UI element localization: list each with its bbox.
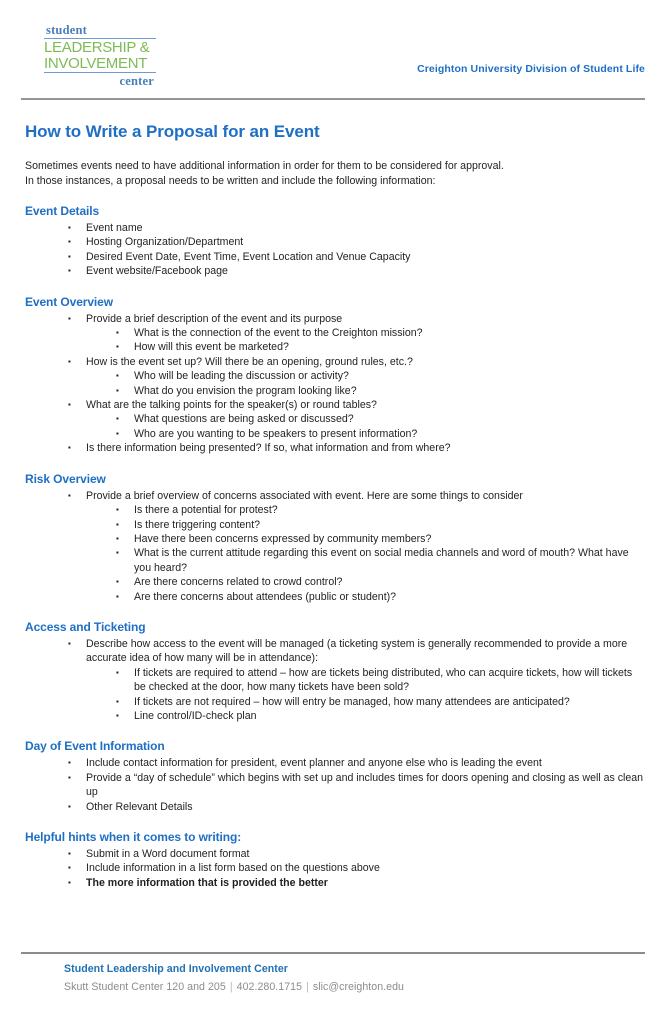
sub-list-item-text: If tickets are not required – how will entry be managed, how many attendees are anticipated? [134, 695, 570, 708]
sub-list-item-text: If tickets are required to attend – how are tickets being distributed, who can acquire tickets, how will tickets be checked at the door, how many tickets have been sold? [134, 666, 633, 694]
list-item-text: Desired Event Date, Event Time, Event Location and Venue Capacity [86, 250, 411, 263]
sub-list-item [116, 326, 645, 340]
intro-line-1: Sometimes events need to have additional information in order for them to be considered for approval. [25, 160, 504, 172]
bullet-icon: ▪ [68, 313, 71, 323]
bullet-icon: ▪ [116, 385, 119, 395]
sub-list-item [116, 695, 645, 709]
sub-list-item-text: Line control/ID-check plan [134, 709, 257, 722]
list-item [68, 355, 645, 369]
sub-list-item [116, 518, 645, 532]
bullet-icon: ▪ [116, 371, 119, 381]
bullet-icon: ▪ [116, 548, 119, 558]
list-item-text: Submit in a Word document format [86, 848, 250, 860]
bullet-list-level-1 [21, 221, 645, 279]
bullet-icon: ▪ [116, 414, 119, 424]
bullet-icon: ▪ [68, 443, 71, 453]
section-heading: Event Overview [25, 294, 113, 309]
header-divider-rule [21, 98, 645, 100]
bullet-icon: ▪ [68, 772, 71, 782]
bullet-icon: ▪ [116, 519, 119, 529]
section [21, 830, 645, 890]
slic-logo [44, 24, 156, 88]
list-item-text: Describe how access to the event will be managed (a ticketing system is generally recommended to provide a more accurate idea of how many will be in attendance): [86, 637, 628, 665]
header-division-label: Creighton University Division of Student Life [417, 63, 645, 75]
list-item-text: What are the talking points for the speaker(s) or round tables? [86, 399, 377, 412]
section [21, 295, 645, 456]
sub-list-item-text: What do you envision the program looking like? [134, 384, 357, 397]
logo-divider-bottom [44, 72, 156, 73]
sub-list-item [116, 427, 645, 441]
sub-list-item [116, 503, 645, 517]
bullet-icon: ▪ [68, 400, 71, 410]
logo-text-center: center [119, 74, 154, 88]
sub-list-item-text: Is there a potential for protest? [134, 504, 278, 517]
bullet-icon: ▪ [116, 342, 119, 352]
bullet-icon: ▪ [116, 667, 119, 677]
list-item [68, 861, 645, 875]
bullet-icon: ▪ [68, 251, 71, 261]
sublist-wrapper [68, 666, 645, 724]
intro-paragraph [25, 159, 645, 188]
sub-list-item-text: What is the connection of the event to the Creighton mission? [134, 327, 423, 340]
bullet-list-level-1 [21, 312, 645, 456]
sub-list-item [116, 575, 645, 589]
section-heading: Access and Ticketing [25, 619, 146, 634]
list-item [68, 756, 645, 770]
bullet-icon: ▪ [116, 505, 119, 515]
bullet-icon: ▪ [68, 877, 71, 887]
bullet-icon: ▪ [68, 758, 71, 768]
bullet-icon: ▪ [68, 849, 71, 858]
bullet-icon: ▪ [116, 533, 119, 543]
list-item-text: Provide a brief description of the event and its purpose [86, 312, 343, 325]
bullet-icon: ▪ [116, 577, 119, 587]
bullet-icon: ▪ [68, 356, 71, 366]
logo-text-leadership: LEADERSHIP & [44, 39, 150, 56]
section-heading: Helpful hints when it comes to writing: [25, 830, 242, 844]
sublist-wrapper [68, 503, 645, 604]
sublist-wrapper [68, 326, 645, 355]
list-item [68, 847, 645, 861]
list-item-text: Include contact information for president, event planner and anyone else who is leading the event [86, 757, 542, 770]
sub-list-item-text: Have there been concerns expressed by community members? [134, 532, 432, 545]
bullet-icon: ▪ [68, 801, 71, 811]
sub-list-item [116, 340, 645, 354]
section-heading: Risk Overview [25, 471, 106, 486]
list-item-text: How is the event set up? Will there be an opening, ground rules, etc.? [86, 355, 413, 368]
list-item [68, 221, 645, 235]
bullet-icon: ▪ [68, 223, 71, 232]
list-item [68, 489, 645, 503]
footer-separator-2: | [306, 981, 309, 993]
footer-address: Skutt Student Center 120 and 205 [64, 981, 226, 993]
section [21, 204, 645, 279]
list-item-text: The more information that is provided the better [86, 876, 328, 889]
sub-list-item-text: What questions are being asked or discussed? [134, 413, 354, 426]
list-item-text: Hosting Organization/Department [86, 236, 244, 249]
section [21, 739, 645, 814]
list-item [68, 398, 645, 412]
bullet-list-level-2 [68, 666, 645, 724]
bullet-icon: ▪ [68, 638, 71, 648]
sub-list-item-text: Who are you wanting to be speakers to present information? [134, 427, 418, 440]
bullet-list-level-1 [21, 489, 645, 604]
sub-list-item-text: Are there concerns about attendees (public or student)? [134, 590, 397, 603]
bullet-list-level-2 [68, 369, 645, 398]
sub-list-item [116, 369, 645, 383]
document-body [0, 112, 666, 890]
page-footer [64, 961, 404, 995]
list-item [68, 312, 645, 326]
sub-list-item [116, 709, 645, 723]
bullet-list-level-1 [21, 847, 645, 890]
bullet-icon: ▪ [68, 237, 71, 247]
footer-org-name: Student Leadership and Involvement Center [64, 963, 288, 975]
bullet-icon: ▪ [116, 710, 119, 720]
section [21, 472, 645, 604]
bullet-list-level-1 [21, 756, 645, 814]
sub-list-item-text: How will this event be marketed? [134, 341, 289, 354]
sublist-wrapper [68, 369, 645, 398]
footer-phone[interactable]: 402.280.1715 [236, 981, 303, 993]
bullet-list-level-2 [68, 503, 645, 604]
list-item-text: Other Relevant Details [86, 800, 193, 813]
list-item [68, 637, 645, 666]
section-heading: Day of Event Information [25, 739, 165, 754]
logo-text-involvement: INVOLVEMENT [44, 54, 148, 72]
list-item [68, 771, 645, 800]
list-item [68, 441, 645, 455]
section-heading: Event Details [25, 204, 100, 218]
sub-list-item [116, 666, 645, 695]
bullet-icon: ▪ [116, 591, 119, 601]
list-item-text: Is there information being presented? If so, what information and from where? [86, 442, 451, 455]
footer-divider-rule [21, 952, 645, 954]
sections-container [21, 204, 645, 890]
bullet-icon: ▪ [68, 266, 71, 276]
bullet-icon: ▪ [68, 863, 71, 873]
bullet-icon: ▪ [68, 490, 71, 500]
sub-list-item-text: What is the current attitude regarding this event on social media channels and word of mouth? What have you heard? [134, 547, 629, 574]
list-item-text: Event website/Facebook page [86, 265, 228, 278]
bullet-list-level-2 [68, 326, 645, 355]
sub-list-item [116, 412, 645, 426]
sub-list-item-text: Are there concerns related to crowd control? [134, 576, 343, 589]
page-title: How to Write a Proposal for an Event [25, 122, 320, 141]
sub-list-item [116, 532, 645, 546]
list-item [68, 800, 645, 814]
list-item-text: Include information in a list form based on the questions above [86, 862, 380, 875]
list-item [68, 235, 645, 249]
sub-list-item [116, 546, 645, 575]
list-item-text: Provide a brief overview of concerns associated with event. Here are some things to consider [86, 489, 523, 502]
list-item [68, 876, 645, 890]
footer-separator-1: | [229, 981, 233, 993]
sublist-wrapper [68, 412, 645, 441]
bullet-icon: ▪ [116, 428, 119, 438]
footer-contact-line [64, 979, 404, 995]
section [21, 620, 645, 723]
footer-email[interactable]: slic@creighton.edu [312, 981, 404, 993]
list-item [68, 250, 645, 264]
list-item [68, 264, 645, 278]
list-item-text: Event name [86, 222, 143, 234]
bullet-icon: ▪ [116, 328, 119, 338]
sub-list-item-text: Who will be leading the discussion or activity? [134, 370, 349, 383]
page-header [0, 0, 666, 88]
logo-text-student: student [46, 23, 87, 37]
sub-list-item [116, 384, 645, 398]
intro-line-2: In those instances, a proposal needs to be written and include the following information: [25, 174, 436, 187]
bullet-icon: ▪ [116, 696, 119, 706]
sub-list-item-text: Is there triggering content? [134, 518, 261, 531]
sub-list-item [116, 590, 645, 604]
bullet-list-level-1 [21, 637, 645, 723]
bullet-list-level-2 [68, 412, 645, 441]
list-item-text: Provide a “day of schedule” which begins with set up and includes times for doors opening and closing as well as clean up [86, 771, 644, 799]
